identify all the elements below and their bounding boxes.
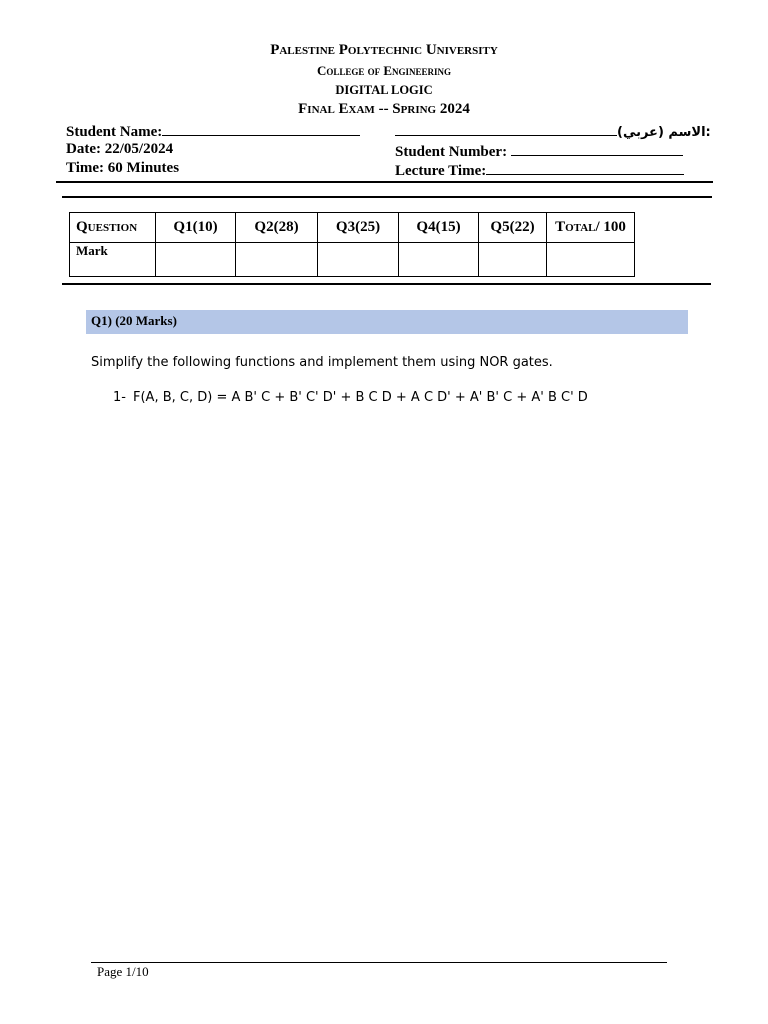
student-name-label: Student Name:: [66, 124, 163, 140]
header-divider-top: [56, 181, 713, 183]
lecture-time-field: [395, 160, 684, 180]
student-name-blank[interactable]: [162, 121, 360, 136]
q1-instruction: Simplify the following functions and implement them using NOR gates.: [91, 355, 553, 370]
student-name-field: [66, 121, 360, 141]
lecture-time-label: Lecture Time:: [395, 163, 487, 179]
q1-item-number: 1-: [113, 390, 126, 405]
student-number-label: Student Number:: [395, 144, 508, 160]
marks-table: [69, 212, 635, 277]
exam-date: Date: 22/05/2024: [66, 141, 174, 157]
lecture-time-blank[interactable]: [486, 160, 684, 175]
exam-duration: Time: 60 Minutes: [66, 160, 180, 176]
table-header-q1: Q1(10): [156, 213, 236, 243]
q1-title-bar: [86, 310, 688, 334]
mark-cell-q5[interactable]: [479, 243, 547, 277]
mark-cell-q2[interactable]: [236, 243, 318, 277]
q1-function: F(A, B, C, D) = A B' C + B' C' D' + B C D + A C D' + A' B' C + A' B C' D: [133, 390, 588, 405]
table-divider: [62, 283, 711, 285]
college-name: College of Engineering: [316, 63, 452, 78]
university-name: Palestine Polytechnic University: [270, 42, 498, 58]
exam-title: Final Exam -- Spring 2024: [298, 101, 470, 117]
header-divider-bottom: [62, 196, 712, 198]
student-number-field: [395, 141, 683, 161]
footer-divider: [91, 962, 667, 963]
arabic-name-field: [395, 121, 711, 141]
table-header-q4: Q4(15): [399, 213, 479, 243]
mark-cell-q3[interactable]: [318, 243, 399, 277]
mark-cell-q4[interactable]: [399, 243, 479, 277]
mark-cell-q1[interactable]: [156, 243, 236, 277]
q1-title: Q1) (20 Marks): [91, 313, 177, 328]
table-header-question: Question: [70, 213, 156, 243]
table-header-total: Total/ 100: [547, 213, 635, 243]
mark-row-label: Mark: [70, 243, 156, 277]
marks-table-header-row: [70, 213, 635, 243]
course-name: DIGITAL LOGIC: [335, 83, 433, 97]
arabic-name-label: :الاسم (عربي): [617, 125, 711, 140]
table-header-q3: Q3(25): [318, 213, 399, 243]
student-number-blank[interactable]: [511, 141, 683, 156]
marks-table-mark-row: [70, 243, 635, 277]
arabic-name-blank[interactable]: [395, 121, 617, 136]
mark-cell-total[interactable]: [547, 243, 635, 277]
table-header-q2: Q2(28): [236, 213, 318, 243]
table-header-q5: Q5(22): [479, 213, 547, 243]
page-number: Page 1/10: [97, 964, 149, 979]
